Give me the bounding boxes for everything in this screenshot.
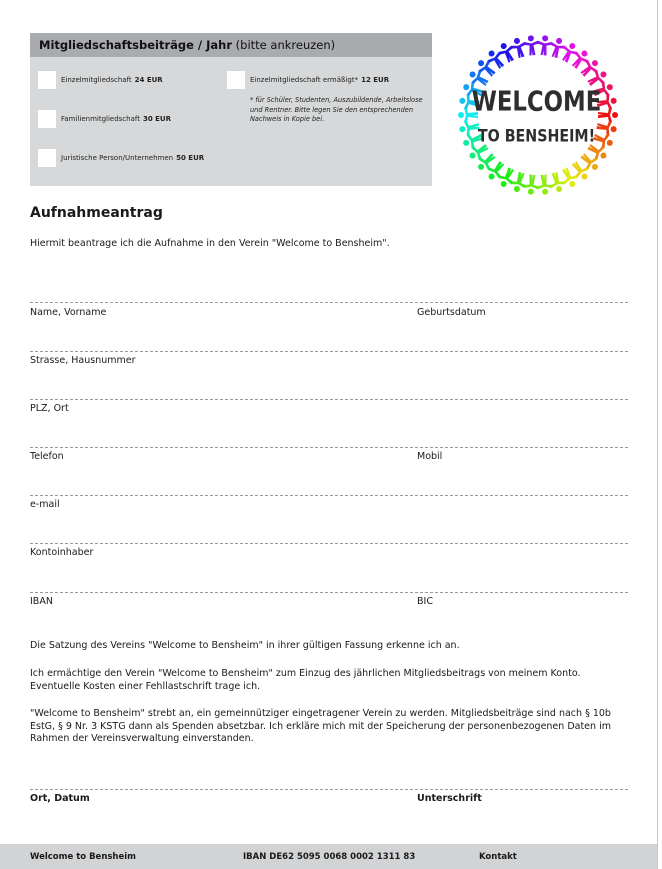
checkbox-reduced[interactable] xyxy=(227,71,245,89)
logo-line2: TO BENSHEIM! xyxy=(477,125,596,146)
footer-org: Welcome to Bensheim xyxy=(30,852,137,862)
checkbox-legal-entity[interactable] xyxy=(38,149,56,167)
divider xyxy=(30,592,628,593)
person-icon xyxy=(596,119,618,136)
reduced-note: * für Schüler, Studenten, Auszubildende, Arbeitslose und Rentner. Bitte legen Sie den entsprechenden Nachweis in Kopie bei. xyxy=(250,96,423,123)
form-title: Aufnahmeantrag xyxy=(30,205,163,221)
label-account-holder: Kontoinhaber xyxy=(30,547,94,558)
form-intro: Hiermit beantrage ich die Aufnahme in den Verein "Welcome to Bensheim". xyxy=(30,238,390,249)
statement-charity: "Welcome to Bensheim" strebt an, ein gemeinnütziger eingetragener Verein zu werden. Mitgliedsbeiträge sind nach § 10b EstG, § 9 Nr. 3 KSTG dann als Spenden absetzbar. Ich erkläre mich mit der Speicherung der personenbezogenen Daten im Rahmen der Vereinsverwaltung einverstanden. xyxy=(30,708,611,744)
membership-fees-box xyxy=(30,33,432,186)
footer-iban: IBAN DE62 5095 0068 0002 1311 83 xyxy=(243,852,416,862)
person-icon xyxy=(524,35,540,56)
divider xyxy=(30,789,628,790)
option-amount: 50 EUR xyxy=(176,154,205,162)
person-icon xyxy=(537,35,553,56)
footer-contact[interactable]: Kontakt xyxy=(479,852,517,862)
person-icon xyxy=(509,36,528,59)
label-mobile: Mobil xyxy=(417,451,443,462)
divider xyxy=(30,351,628,352)
divider xyxy=(30,495,628,496)
membership-heading-bold: Mitgliedschaftsbeiträge / Jahr xyxy=(39,38,233,52)
option-family[interactable] xyxy=(38,110,171,128)
statement-statutes: Die Satzung des Vereins "Welcome to Bensheim" in ihrer gültigen Fassung erkenne ich an. xyxy=(30,640,460,651)
membership-heading xyxy=(30,33,432,57)
divider xyxy=(30,543,628,544)
option-legal-entity[interactable] xyxy=(38,149,204,167)
option-label: Juristische Person/Unternehmen xyxy=(61,154,174,162)
option-amount: 12 EUR xyxy=(361,76,390,84)
person-icon xyxy=(537,174,553,195)
option-amount: 24 EUR xyxy=(134,76,163,84)
label-city: PLZ, Ort xyxy=(30,403,69,414)
logo-line1: WELCOME xyxy=(471,85,602,118)
option-reduced[interactable] xyxy=(227,71,389,89)
label-place-date: Ort, Datum xyxy=(30,793,90,804)
label-street: Strasse, Hausnummer xyxy=(30,355,136,366)
label-bic: BIC xyxy=(417,596,433,607)
divider xyxy=(30,447,628,448)
label-name: Name, Vorname xyxy=(30,307,107,318)
person-icon xyxy=(524,174,540,195)
option-single[interactable] xyxy=(38,71,163,89)
checkbox-family[interactable] xyxy=(38,110,56,128)
footer xyxy=(0,844,657,869)
checkbox-single[interactable] xyxy=(38,71,56,89)
label-email: e-mail xyxy=(30,499,60,510)
option-label: Einzelmitgliedschaft xyxy=(61,76,132,84)
option-amount: 30 EUR xyxy=(142,115,172,123)
divider xyxy=(30,399,628,400)
label-signature: Unterschrift xyxy=(417,793,482,804)
statement-direct-debit: Ich ermächtige den Verein "Welcome to Bensheim" zum Einzug des jährlichen Mitgliedsbeitrags von meinem Konto. Eventuelle Kosten einer Fehllastschrift trage ich. xyxy=(30,668,581,692)
page-border xyxy=(657,0,658,869)
option-label: Einzelmitgliedschaft ermäßigt* xyxy=(250,76,359,84)
welcome-logo xyxy=(451,30,626,200)
person-icon xyxy=(548,171,567,194)
label-phone: Telefon xyxy=(30,451,64,462)
option-label: Familienmitgliedschaft xyxy=(61,115,140,123)
label-birthdate: Geburtsdatum xyxy=(417,307,486,318)
label-iban: IBAN xyxy=(30,596,53,607)
divider xyxy=(30,302,628,303)
membership-heading-rest: (bitte ankreuzen) xyxy=(232,38,336,52)
